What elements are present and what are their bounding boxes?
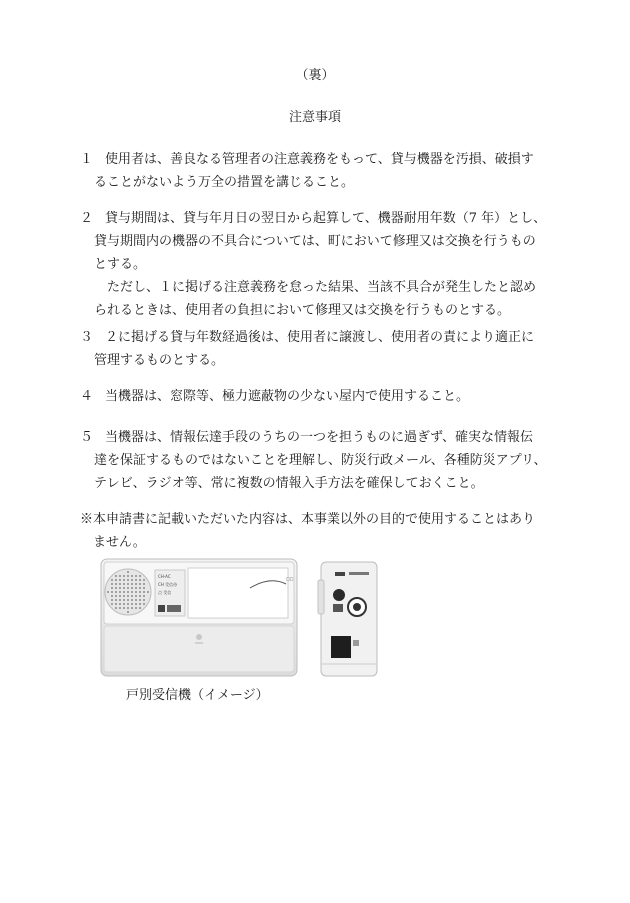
receiver-label-3: 点 受信	[158, 590, 172, 595]
grille-hole	[119, 599, 121, 601]
grille-hole	[119, 583, 121, 585]
receiver-front-image	[100, 558, 298, 677]
grille-hole	[119, 595, 121, 597]
grille-hole	[119, 603, 121, 605]
grille-hole	[131, 583, 133, 585]
grille-hole	[127, 587, 129, 589]
grille-hole	[127, 607, 129, 609]
item-text-line: 使用者は、善良なる管理者の注意義務をもって、貸与機器を汚損、破損す	[105, 152, 534, 167]
grille-hole	[127, 599, 129, 601]
grille-hole	[123, 603, 125, 605]
grille-hole	[139, 591, 141, 593]
notice-item-2	[80, 207, 560, 322]
grille-hole	[107, 591, 109, 593]
grille-hole	[135, 575, 137, 577]
back-side-label: （裏）	[295, 68, 335, 83]
grille-hole	[123, 587, 125, 589]
grille-hole	[143, 595, 145, 597]
grille-hole	[127, 579, 129, 581]
receiver-side-image	[317, 560, 381, 678]
grille-hole	[131, 579, 133, 581]
grille-hole	[111, 587, 113, 589]
grille-hole	[127, 591, 129, 593]
grille-hole	[143, 583, 145, 585]
notice-item-3	[80, 326, 560, 372]
item-text-line: ることがないよう万全の措置を講じること。	[94, 175, 355, 190]
grille-hole	[127, 583, 129, 585]
grille-hole	[147, 591, 149, 593]
grille-hole	[135, 591, 137, 593]
grille-hole	[131, 587, 133, 589]
grille-hole	[139, 599, 141, 601]
grille-hole	[119, 587, 121, 589]
grille-hole	[139, 607, 141, 609]
grille-hole	[111, 603, 113, 605]
note-text-line: ※本申請書に記載いただいた内容は、本事業以外の目的で使用することはあり	[80, 512, 536, 527]
grille-hole	[123, 591, 125, 593]
item-text-line: 貸与期間内の機器の不具合については、町において修理又は交換を行うもの	[94, 234, 536, 249]
notice-item-4	[80, 385, 560, 408]
grille-hole	[139, 583, 141, 585]
grille-hole	[131, 575, 133, 577]
grille-hole	[111, 599, 113, 601]
grille-hole	[119, 579, 121, 581]
grille-hole	[127, 603, 129, 605]
grille-hole	[143, 591, 145, 593]
grille-hole	[143, 579, 145, 581]
grille-hole	[135, 607, 137, 609]
grille-hole	[139, 579, 141, 581]
grille-hole	[131, 607, 133, 609]
grille-hole	[115, 599, 117, 601]
grille-hole	[123, 599, 125, 601]
item-number: ３	[80, 330, 94, 345]
item-number: ２	[80, 211, 94, 226]
grille-hole	[127, 611, 129, 613]
item-text-line: 貸与期間は、貸与年月日の翌日から起算して、機器耐用年数（7 年）とし、	[105, 211, 547, 226]
grille-hole	[135, 595, 137, 597]
grille-hole	[123, 595, 125, 597]
grille-hole	[111, 595, 113, 597]
device-caption: 戸別受信機（イメージ）	[126, 688, 269, 703]
notice-item-1	[80, 148, 560, 194]
page-title: 注意事項	[288, 110, 341, 125]
grille-hole	[139, 587, 141, 589]
grille-hole	[115, 603, 117, 605]
grille-hole	[115, 587, 117, 589]
item-text-line: 当機器は、窓際等、極力遮蔽物の少ない屋内で使用すること。	[105, 389, 470, 404]
privacy-note	[80, 508, 560, 554]
grille-hole	[143, 587, 145, 589]
grille-hole	[111, 591, 113, 593]
grille-hole	[119, 575, 121, 577]
grille-hole	[123, 607, 125, 609]
grille-hole	[115, 575, 117, 577]
item-text-line: とする。	[94, 257, 147, 272]
notice-item-5	[80, 426, 560, 495]
grille-hole	[139, 603, 141, 605]
item-text-line: 当機器は、情報伝達手段のうちの一つを担うものに過ぎず、確実な情報伝	[105, 430, 533, 445]
grille-hole	[115, 595, 117, 597]
grille-hole	[143, 603, 145, 605]
grille-hole	[111, 583, 113, 585]
grille-hole	[139, 575, 141, 577]
grille-hole	[135, 599, 137, 601]
grille-hole	[115, 607, 117, 609]
grille-hole	[127, 595, 129, 597]
note-text-line: ません。	[80, 535, 146, 550]
grille-hole	[131, 599, 133, 601]
item-number: ５	[80, 430, 94, 445]
item-text-line: テレビ、ラジオ等、常に複数の情報入手方法を確保しておくこと。	[94, 476, 484, 491]
grille-hole	[115, 583, 117, 585]
grille-hole	[115, 579, 117, 581]
svg-text:□□: □□	[286, 576, 294, 581]
grille-hole	[131, 591, 133, 593]
grille-hole	[143, 599, 145, 601]
grille-hole	[111, 579, 113, 581]
item-text-line: 達を保証するものではないことを理解し、防災行政メール、各種防災アプリ、	[94, 453, 547, 468]
grille-hole	[135, 603, 137, 605]
grille-hole	[123, 579, 125, 581]
grille-hole	[123, 575, 125, 577]
grille-hole	[115, 591, 117, 593]
grille-hole	[127, 571, 129, 573]
grille-hole	[119, 607, 121, 609]
grille-hole	[131, 603, 133, 605]
grille-hole	[119, 591, 121, 593]
item-proviso-line: ただし、１に掲げる注意義務を怠った結果、当該不具合が発生したと認め	[107, 280, 537, 295]
grille-hole	[135, 587, 137, 589]
receiver-label-1: CH-AC	[158, 574, 171, 579]
grille-hole	[131, 595, 133, 597]
grille-hole	[127, 575, 129, 577]
receiver-label-2: CH 受信待	[158, 582, 178, 587]
grille-hole	[135, 583, 137, 585]
item-text-line: 管理するものとする。	[94, 353, 225, 368]
grille-hole	[135, 579, 137, 581]
item-proviso-line: られるときは、使用者の負担において修理又は交換を行うものとする。	[94, 303, 511, 318]
grille-hole	[123, 583, 125, 585]
item-number: １	[80, 152, 94, 167]
item-number: ４	[80, 389, 94, 404]
speaker-grille	[105, 569, 151, 615]
item-text-line: ２に掲げる貸与年数経過後は、使用者に譲渡し、使用者の責により適正に	[105, 330, 535, 345]
grille-hole	[139, 595, 141, 597]
